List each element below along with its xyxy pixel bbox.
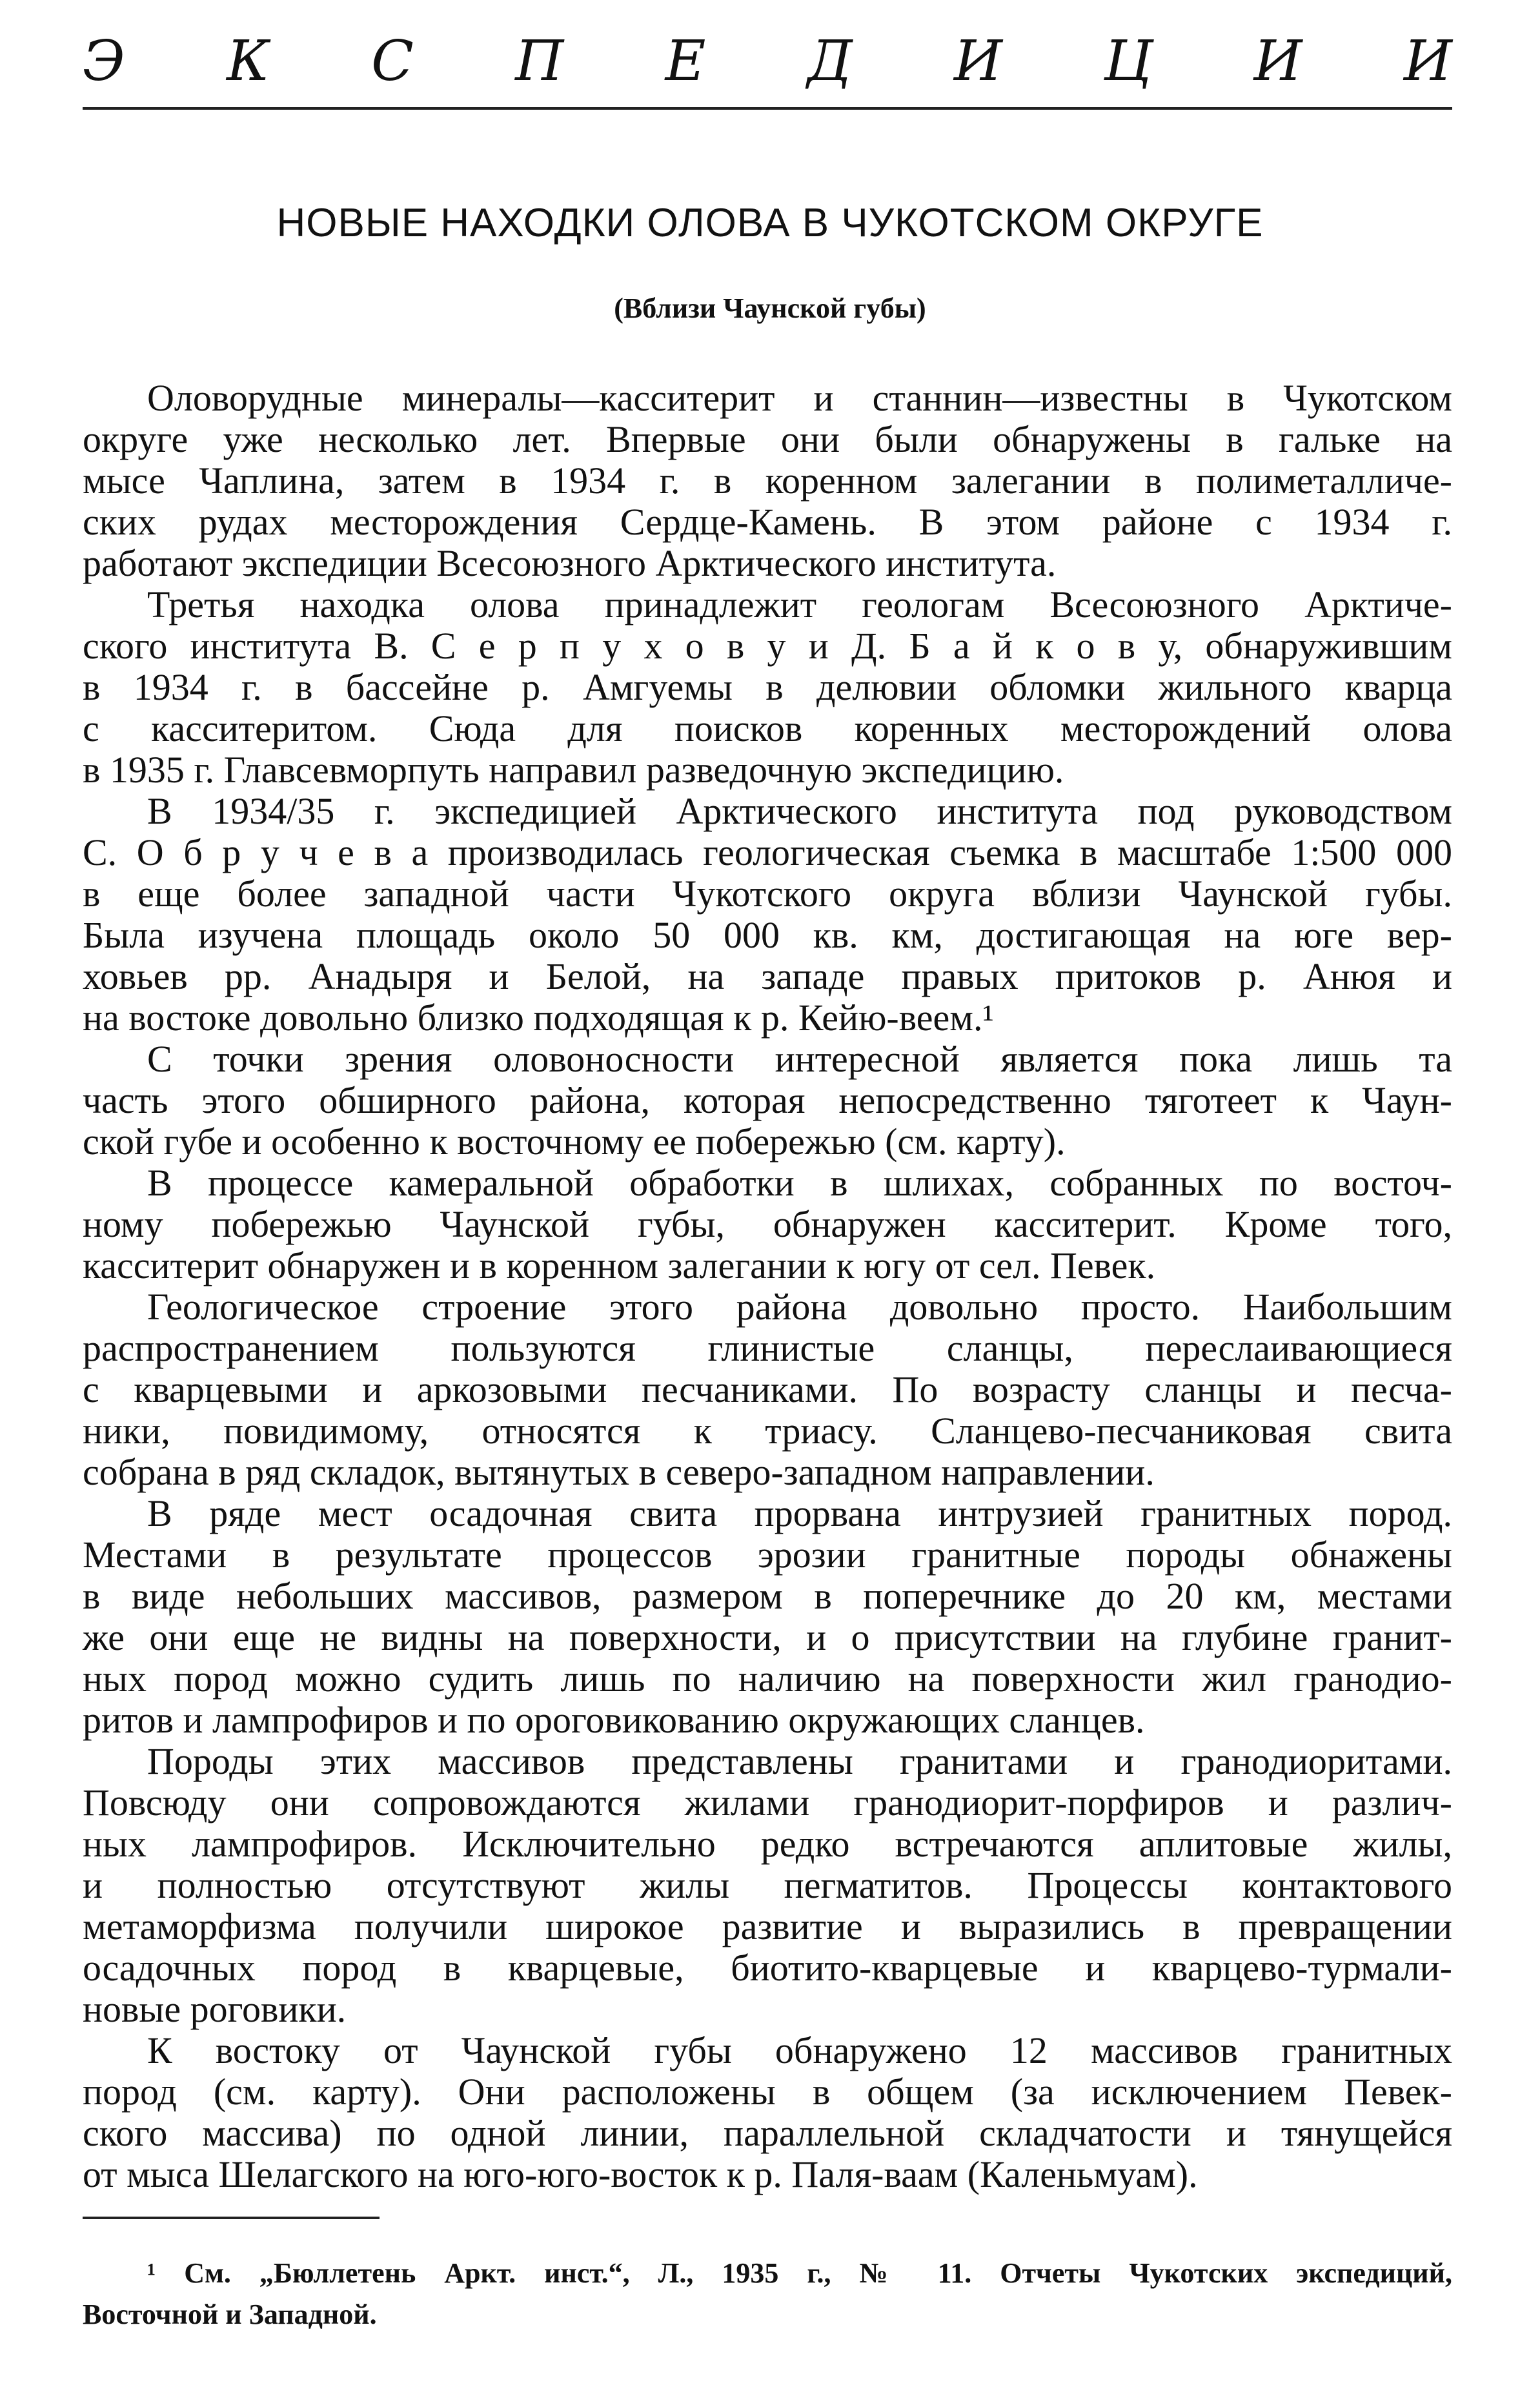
paragraph xyxy=(83,1741,1452,2030)
text-line: ных лампрофиров. Исключительно редко встречаются аплитовые жилы, xyxy=(83,1823,1452,1865)
section-header xyxy=(83,26,1452,97)
text-line: В процессе камеральной обработки в шлихах, собранных по восточ- xyxy=(147,1162,1452,1204)
text-line: В ряде мест осадочная свита прорвана интрузией гранитных пород. xyxy=(147,1492,1452,1534)
text-line: Повсюду они сопровождаются жилами гранодиорит-порфиров и различ- xyxy=(83,1782,1452,1823)
header-letter: Ц xyxy=(1104,29,1153,94)
footnote xyxy=(83,2253,1452,2335)
paragraph xyxy=(83,378,1452,584)
text-line: ных пород можно судить лишь по наличию на поверхности жил гранодио- xyxy=(83,1658,1452,1700)
text-line: пород (см. карту). Они расположены в общем (за исключением Певек- xyxy=(83,2071,1452,2113)
text-line: от мыса Шелагского на юго-юго-восток к р. Паля-ваам (Каленьмуам). xyxy=(83,2153,1198,2195)
text-line: осадочных пород в кварцевые, биотито-кварцевые и кварцево-турмали- xyxy=(83,1947,1452,1989)
text-line: В 1934/35 г. экспедицией Арктического института под руководством xyxy=(147,790,1452,832)
text-line: новые роговики. xyxy=(83,1988,347,2030)
text-line: К востоку от Чаунской губы обнаружено 12 массивов гранитных xyxy=(147,2029,1452,2071)
text-line: Геологическое строение этого района довольно просто. Наибольшим xyxy=(147,1286,1452,1328)
text-line: Была изучена площадь около 50 000 кв. км, достигающая на юге вер- xyxy=(83,914,1452,956)
header-letter: К xyxy=(227,29,270,94)
article-title: НОВЫЕ НАХОДКИ ОЛОВА В ЧУКОТСКОМ ОКРУГЕ xyxy=(276,201,1264,245)
footnote-line: Восточной и Западной. xyxy=(83,2299,377,2330)
text-line: Породы этих массивов представлены гранитами и гранодиоритами. xyxy=(147,1740,1452,1782)
article-body xyxy=(83,378,1452,2195)
header-letter: П xyxy=(515,29,564,94)
paragraph xyxy=(83,2030,1452,2195)
article-subtitle: (Вблизи Чаунской губы) xyxy=(614,292,926,324)
paragraph xyxy=(83,1286,1452,1493)
text-line: ского массива) по одной линии, параллельной складчатости и тянущейся xyxy=(83,2112,1452,2154)
text-line: ритов и лампрофиров и по ороговикованию окружающих сланцев. xyxy=(83,1699,1145,1741)
header-letter: И xyxy=(953,29,1002,94)
header-letter: И xyxy=(1253,29,1302,94)
paragraph xyxy=(83,584,1452,791)
text-line: в еще более западной части Чукотского округа вблизи Чаунской губы. xyxy=(83,873,1452,915)
text-line: С точки зрения оловоносности интересной является пока лишь та xyxy=(147,1038,1452,1080)
text-line: ского института В. С е р п у х о в у и Д. Б а й к о в у, обнаружившим xyxy=(83,625,1452,667)
text-line: в 1934 г. в бассейне р. Амгуемы в делювии обломки жильного кварца xyxy=(83,666,1452,708)
text-line: ховьев рр. Анадыря и Белой, на западе правых притоков р. Анюя и xyxy=(83,955,1452,997)
text-line: ских рудах месторождения Сердце-Камень. В этом районе с 1934 г. xyxy=(83,501,1452,543)
text-line: часть этого обширного района, которая непосредственно тяготеет к Чаун- xyxy=(83,1079,1452,1121)
text-line: ному побережью Чаунской губы, обнаружен касситерит. Кроме того, xyxy=(83,1203,1452,1245)
text-line: касситерит обнаружен и в коренном залегании к югу от сел. Певек. xyxy=(83,1244,1156,1286)
text-line: же они еще не видны на поверхности, и о присутствии на глубине гранит- xyxy=(83,1616,1452,1658)
paragraph xyxy=(83,1163,1452,1286)
header-rule xyxy=(83,107,1452,110)
text-line: Третья находка олова принадлежит геологам Всесоюзного Арктиче- xyxy=(147,584,1452,625)
text-line: метаморфизма получили широкое развитие и выразились в превращении xyxy=(83,1905,1452,1947)
text-line: мысе Чаплина, затем в 1934 г. в коренном залегании в полиметалличе- xyxy=(83,460,1452,502)
footnote-line: ¹ См. „Бюллетень Аркт. инст.“, Л., 1935 г., № 11. Отчеты Чукотских экспедиций, xyxy=(147,2257,1452,2289)
text-line: ники, повидимому, относятся к триасу. Сланцево-песчаниковая свита xyxy=(83,1410,1452,1452)
text-line: в 1935 г. Главсевморпуть направил разведочную экспедицию. xyxy=(83,749,1064,791)
header-letter: Э xyxy=(83,29,125,94)
header-letter: Д xyxy=(807,29,853,94)
header-letter: С xyxy=(371,29,414,94)
paragraph xyxy=(83,1039,1452,1163)
text-line: округе уже несколько лет. Впервые они были обнаружены в гальке на xyxy=(83,418,1452,460)
text-line: ской губе и особенно к восточному ее побережью (см. карту). xyxy=(83,1121,1066,1163)
text-line: собрана в ряд складок, вытянутых в северо-западном направлении. xyxy=(83,1451,1155,1493)
text-line: работают экспедиции Всесоюзного Арктического института. xyxy=(83,542,1057,584)
text-line: Оловорудные минералы—касситерит и станнин—известны в Чукотском xyxy=(147,377,1452,419)
paragraph xyxy=(83,791,1452,1039)
text-line: С. О б р у ч е в а производилась геологическая съемка в масштабе 1:500 000 xyxy=(83,831,1452,873)
text-line: Местами в результате процессов эрозии гранитные породы обнажены xyxy=(83,1534,1452,1576)
text-line: в виде небольших массивов, размером в поперечнике до 20 км, местами xyxy=(83,1575,1452,1617)
text-line: на востоке довольно близко подходящая к р. Кейю-веем.¹ xyxy=(83,997,994,1039)
text-line: распространением пользуются глинистые сланцы, переслаивающиеся xyxy=(83,1327,1452,1369)
text-line: с кварцевыми и аркозовыми песчаниками. По возрасту сланцы и песча- xyxy=(83,1368,1452,1410)
text-line: с касситеритом. Сюда для поисков коренных месторождений олова xyxy=(83,707,1452,749)
header-letter: И xyxy=(1403,29,1452,94)
text-line: и полностью отсутствуют жилы пегматитов. Процессы контактового xyxy=(83,1864,1452,1906)
header-letter: Е xyxy=(665,29,706,94)
paragraph xyxy=(83,1493,1452,1741)
footnote-rule xyxy=(83,2217,380,2219)
